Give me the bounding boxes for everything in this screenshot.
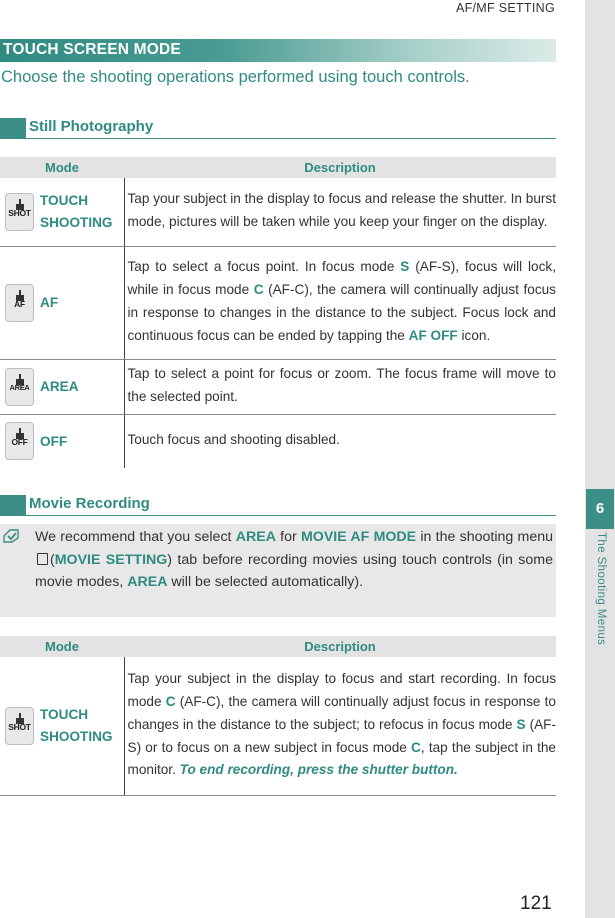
note-icon — [3, 529, 20, 543]
page-number: 121 — [520, 893, 552, 914]
table-row — [0, 178, 556, 246]
touch-off-icon: OFF — [5, 422, 34, 460]
section-title-bar — [0, 39, 556, 62]
mode-cell — [0, 359, 124, 414]
running-header: AF/MF SETTING — [455, 1, 555, 15]
mode-name: AREA — [40, 378, 79, 394]
still-photography-heading — [0, 116, 556, 139]
mode-column-header: Mode — [0, 157, 124, 178]
mode-description: Tap to select a focus point. In focus mode S (AF-S), focus will lock, while in focus mode C (AF-C), the camera will continually adjust focus in response to changes in the distance to the subject. Focus lock and continuous focus can be ended by tapping the AF OFF icon. — [124, 246, 556, 359]
mode-name: AF — [40, 294, 59, 310]
mode-cell — [0, 414, 124, 468]
movie-recording-heading — [0, 493, 556, 516]
chapter-number: 6 — [586, 489, 614, 529]
touch-af-icon: AF — [5, 284, 34, 322]
note-text: We recommend that you select AREA for MOVIE AF MODE in the shooting menu (MOVIE SETTING) tab before recording movies using touch controls (in some movie modes, AREA will be selected automatically). — [35, 529, 553, 590]
table-row — [0, 246, 556, 359]
page-title: TOUCH SCREEN MODE — [3, 41, 181, 58]
mode-name: TOUCH SHOOTING — [40, 193, 113, 230]
movie-mode-table — [0, 636, 556, 796]
mode-name: TOUCH SHOOTING — [40, 707, 113, 744]
mode-description: Tap to select a point for focus or zoom. The focus frame will move to the selected point. — [124, 359, 556, 414]
movie-recording-label: Movie Recording — [29, 495, 150, 512]
heading-marker — [0, 495, 26, 515]
intro-text: Choose the shooting operations performed using touch controls. — [1, 68, 470, 86]
mode-description: Tap your subject in the display to focus and start recording. In focus mode C (AF-C), the camera will continually adjust focus in response to changes in the distance to the subject; to refocus in focus mode S (AF-S) or to focus on a new subject in focus mode C, tap the subject in the monitor. To end recording, press the shutter button. — [124, 657, 556, 795]
mode-column-header: Mode — [0, 636, 124, 657]
note-box — [0, 524, 556, 617]
mode-cell — [0, 246, 124, 359]
mode-name: OFF — [40, 433, 68, 449]
still-mode-table — [0, 157, 556, 468]
still-photography-label: Still Photography — [29, 118, 154, 135]
chapter-side-tab — [585, 0, 615, 918]
mode-description: Touch focus and shooting disabled. — [127, 432, 340, 448]
table-row — [0, 657, 556, 795]
movie-menu-icon — [37, 553, 48, 565]
heading-marker — [0, 118, 26, 138]
mode-cell — [0, 178, 124, 246]
touch-area-icon: AREA — [5, 368, 34, 406]
table-row — [0, 414, 556, 468]
mode-description: Tap your subject in the display to focus and release the shutter. In burst mode, pictures will be taken while you keep your finger on the display. — [124, 178, 556, 246]
touch-shot-icon: SHOT — [5, 707, 34, 745]
chapter-label: The Shooting Menus — [595, 532, 607, 646]
table-row — [0, 359, 556, 414]
touch-shot-icon: SHOT — [5, 193, 34, 231]
description-column-header: Description — [124, 157, 556, 178]
mode-cell — [0, 657, 124, 795]
description-column-header: Description — [124, 636, 556, 657]
